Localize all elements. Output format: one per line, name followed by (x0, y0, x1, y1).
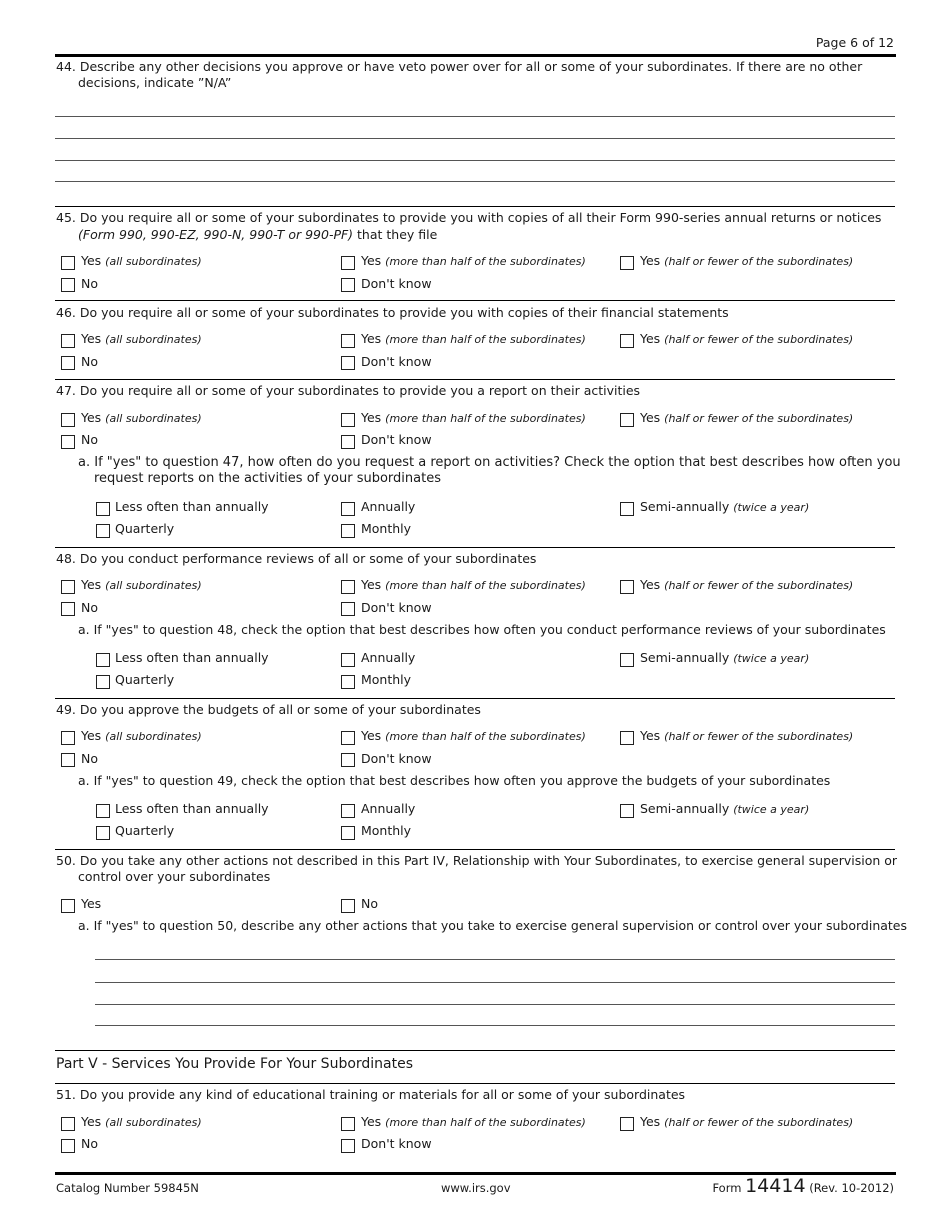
q50-no-label: No (361, 896, 378, 911)
q48a-quarterly-checkbox[interactable] (96, 675, 110, 689)
q51-yes-all-label: Yes (all subordinates) (81, 1114, 202, 1129)
q46-yes-half-fewer-checkbox[interactable] (620, 334, 634, 348)
q47-yes-more-half-label: Yes (more than half of the subordinates) (361, 410, 586, 425)
q47a-text-2: request reports on the activities of your subordinates (94, 471, 441, 486)
part5-title: Part V - Services You Provide For Your Subordinates (56, 1056, 414, 1072)
section-divider (55, 300, 895, 301)
q45-yes-half-fewer-checkbox[interactable] (620, 256, 634, 270)
q48a-annually-checkbox[interactable] (341, 653, 355, 667)
q45-yes-more-half-label: Yes (more than half of the subordinates) (361, 253, 586, 268)
q51-yes-half-fewer-label: Yes (half or fewer of the subordinates) (640, 1114, 854, 1129)
q47-yes-all-label: Yes (all subordinates) (81, 410, 202, 425)
q51-no-checkbox[interactable] (61, 1139, 75, 1153)
page-number: Page 6 of 12 (815, 35, 894, 50)
q46-no-label: No (81, 354, 98, 369)
q48-dont-know-label: Don't know (361, 600, 432, 615)
q45-yes-half-fewer-label: Yes (half or fewer of the subordinates) (640, 253, 854, 268)
q51-yes-all-checkbox[interactable] (61, 1117, 75, 1131)
q50a-answer-line-3[interactable] (95, 1004, 895, 1005)
q46-yes-half-fewer-label: Yes (half or fewer of the subordinates) (640, 331, 854, 346)
q50a-answer-line-4[interactable] (95, 1025, 895, 1026)
section-divider (55, 849, 895, 850)
q51-text: 51. Do you provide any kind of educational training or materials for all or some of your subordinates (56, 1087, 686, 1102)
q49-yes-half-fewer-label: Yes (half or fewer of the subordinates) (640, 728, 854, 743)
q48-dont-know-checkbox[interactable] (341, 602, 355, 616)
q49a-semi-annually-checkbox[interactable] (620, 804, 634, 818)
q49-yes-more-half-checkbox[interactable] (341, 731, 355, 745)
q50-text-2: control over your subordinates (78, 869, 271, 884)
q51-dont-know-checkbox[interactable] (341, 1139, 355, 1153)
q47a-annually-checkbox[interactable] (341, 502, 355, 516)
q51-yes-half-fewer-checkbox[interactable] (620, 1117, 634, 1131)
q48-yes-half-fewer-label: Yes (half or fewer of the subordinates) (640, 577, 854, 592)
catalog-number: Catalog Number 59845N (56, 1181, 199, 1195)
q48-yes-all-checkbox[interactable] (61, 580, 75, 594)
website-link[interactable]: www.irs.gov (441, 1181, 511, 1195)
q46-text: 46. Do you require all or some of your subordinates to provide you with copies of their financial statements (56, 305, 729, 320)
q50a-answer-line-2[interactable] (95, 982, 895, 983)
q48-no-checkbox[interactable] (61, 602, 75, 616)
form-revision: (Rev. 10-2012) (809, 1181, 894, 1195)
q44-text-1: 44. Describe any other decisions you approve or have veto power over for all or some of your subordinates. If there are no other (56, 59, 863, 74)
q49a-annually-label: Annually (361, 801, 416, 816)
q44-text-2: decisions, indicate ”N/A” (78, 75, 232, 90)
q47-yes-all-checkbox[interactable] (61, 413, 75, 427)
q46-dont-know-checkbox[interactable] (341, 356, 355, 370)
q45-dont-know-checkbox[interactable] (341, 278, 355, 292)
q47a-quarterly-label: Quarterly (115, 521, 175, 536)
q47a-quarterly-checkbox[interactable] (96, 524, 110, 538)
q46-yes-all-label: Yes (all subordinates) (81, 331, 202, 346)
q47a-semi-annually-label: Semi-annually (twice a year) (640, 499, 810, 514)
q51-dont-know-label: Don't know (361, 1136, 432, 1151)
top-rule (55, 54, 896, 57)
q47a-semi-annually-checkbox[interactable] (620, 502, 634, 516)
section-divider (55, 698, 895, 699)
q49-yes-half-fewer-checkbox[interactable] (620, 731, 634, 745)
q45-no-label: No (81, 276, 98, 291)
q47-dont-know-checkbox[interactable] (341, 435, 355, 449)
q48-yes-half-fewer-checkbox[interactable] (620, 580, 634, 594)
q49-dont-know-label: Don't know (361, 751, 432, 766)
q49a-less-annually-checkbox[interactable] (96, 804, 110, 818)
q48a-monthly-checkbox[interactable] (341, 675, 355, 689)
q49a-monthly-label: Monthly (361, 823, 412, 838)
q48-yes-more-half-label: Yes (more than half of the subordinates) (361, 577, 586, 592)
q47a-monthly-checkbox[interactable] (341, 524, 355, 538)
q48-yes-all-label: Yes (all subordinates) (81, 577, 202, 592)
q49a-monthly-checkbox[interactable] (341, 826, 355, 840)
q48a-semi-annually-checkbox[interactable] (620, 653, 634, 667)
q49a-text: a. If "yes" to question 49, check the option that best describes how often you approve the budgets of your subordinates (78, 773, 831, 788)
q46-yes-more-half-checkbox[interactable] (341, 334, 355, 348)
q47a-less-annually-label: Less often than annually (115, 499, 269, 514)
q47-no-checkbox[interactable] (61, 435, 75, 449)
q46-yes-more-half-label: Yes (more than half of the subordinates) (361, 331, 586, 346)
q50a-text: a. If "yes" to question 50, describe any other actions that you take to exercise general supervision or control over your subordinates (78, 918, 908, 933)
q46-dont-know-label: Don't know (361, 354, 432, 369)
q44-answer-line-2[interactable] (55, 138, 895, 139)
q47-yes-half-fewer-checkbox[interactable] (620, 413, 634, 427)
q44-answer-line-3[interactable] (55, 160, 895, 161)
q51-no-label: No (81, 1136, 98, 1151)
q45-no-checkbox[interactable] (61, 278, 75, 292)
q51-yes-more-half-label: Yes (more than half of the subordinates) (361, 1114, 586, 1129)
q47a-less-annually-checkbox[interactable] (96, 502, 110, 516)
q49-dont-know-checkbox[interactable] (341, 753, 355, 767)
section-divider (55, 206, 895, 207)
form-id (712, 1175, 894, 1197)
section-divider (55, 547, 895, 548)
section-divider (55, 1050, 895, 1051)
q48a-text: a. If "yes" to question 48, check the option that best describes how often you conduct performance reviews of your subordinates (78, 622, 886, 637)
q47-no-label: No (81, 432, 98, 447)
q49a-semi-annually-label: Semi-annually (twice a year) (640, 801, 810, 816)
q48a-annually-label: Annually (361, 650, 416, 665)
q49a-quarterly-checkbox[interactable] (96, 826, 110, 840)
q45-dont-know-label: Don't know (361, 276, 432, 291)
q50-no-checkbox[interactable] (341, 899, 355, 913)
q51-yes-more-half-checkbox[interactable] (341, 1117, 355, 1131)
section-divider (55, 379, 895, 380)
q48a-less-annually-checkbox[interactable] (96, 653, 110, 667)
q47-dont-know-label: Don't know (361, 432, 432, 447)
q48a-semi-annually-label: Semi-annually (twice a year) (640, 650, 810, 665)
q45-text-1: 45. Do you require all or some of your subordinates to provide you with copies of all their Form 990-series annual returns or notices (56, 210, 882, 225)
q47-yes-more-half-checkbox[interactable] (341, 413, 355, 427)
q50a-answer-line-1[interactable] (95, 959, 895, 960)
q49a-less-annually-label: Less often than annually (115, 801, 269, 816)
q48-text: 48. Do you conduct performance reviews of all or some of your subordinates (56, 551, 537, 566)
q49-no-checkbox[interactable] (61, 753, 75, 767)
q48a-less-annually-label: Less often than annually (115, 650, 269, 665)
q47a-text-1: a. If "yes" to question 47, how often do you request a report on activities? Check the option that best describes how often you (78, 455, 901, 470)
q50-text-1: 50. Do you take any other actions not described in this Part IV, Relationship with Your Subordinates, to exercise general supervision or (56, 853, 898, 868)
q47a-annually-label: Annually (361, 499, 416, 514)
q44-answer-line-1[interactable] (55, 116, 895, 117)
q44-answer-line-4[interactable] (55, 181, 895, 182)
q47a-monthly-label: Monthly (361, 521, 412, 536)
q49a-quarterly-label: Quarterly (115, 823, 175, 838)
q48a-quarterly-label: Quarterly (115, 672, 175, 687)
q45-yes-more-half-checkbox[interactable] (341, 256, 355, 270)
q49-yes-all-checkbox[interactable] (61, 731, 75, 745)
q45-yes-all-label: Yes (all subordinates) (81, 253, 202, 268)
q45-yes-all-checkbox[interactable] (61, 256, 75, 270)
q50-yes-label: Yes (81, 896, 102, 911)
section-divider (55, 1083, 895, 1084)
q50-yes-checkbox[interactable] (61, 899, 75, 913)
q49-yes-all-label: Yes (all subordinates) (81, 728, 202, 743)
q46-yes-all-checkbox[interactable] (61, 334, 75, 348)
q49-text: 49. Do you approve the budgets of all or some of your subordinates (56, 702, 481, 717)
q49a-annually-checkbox[interactable] (341, 804, 355, 818)
q48a-monthly-label: Monthly (361, 672, 412, 687)
q45-text-2: (Form 990, 990-EZ, 990-N, 990-T or 990-PF) that they file (78, 227, 438, 242)
q47-yes-half-fewer-label: Yes (half or fewer of the subordinates) (640, 410, 854, 425)
q49-yes-more-half-label: Yes (more than half of the subordinates) (361, 728, 586, 743)
q49-no-label: No (81, 751, 98, 766)
q48-yes-more-half-checkbox[interactable] (341, 580, 355, 594)
q48-no-label: No (81, 600, 98, 615)
form-number: 14414 (745, 1175, 806, 1197)
q47-text: 47. Do you require all or some of your subordinates to provide you a report on their activities (56, 383, 641, 398)
form-label: Form (712, 1181, 742, 1195)
q46-no-checkbox[interactable] (61, 356, 75, 370)
